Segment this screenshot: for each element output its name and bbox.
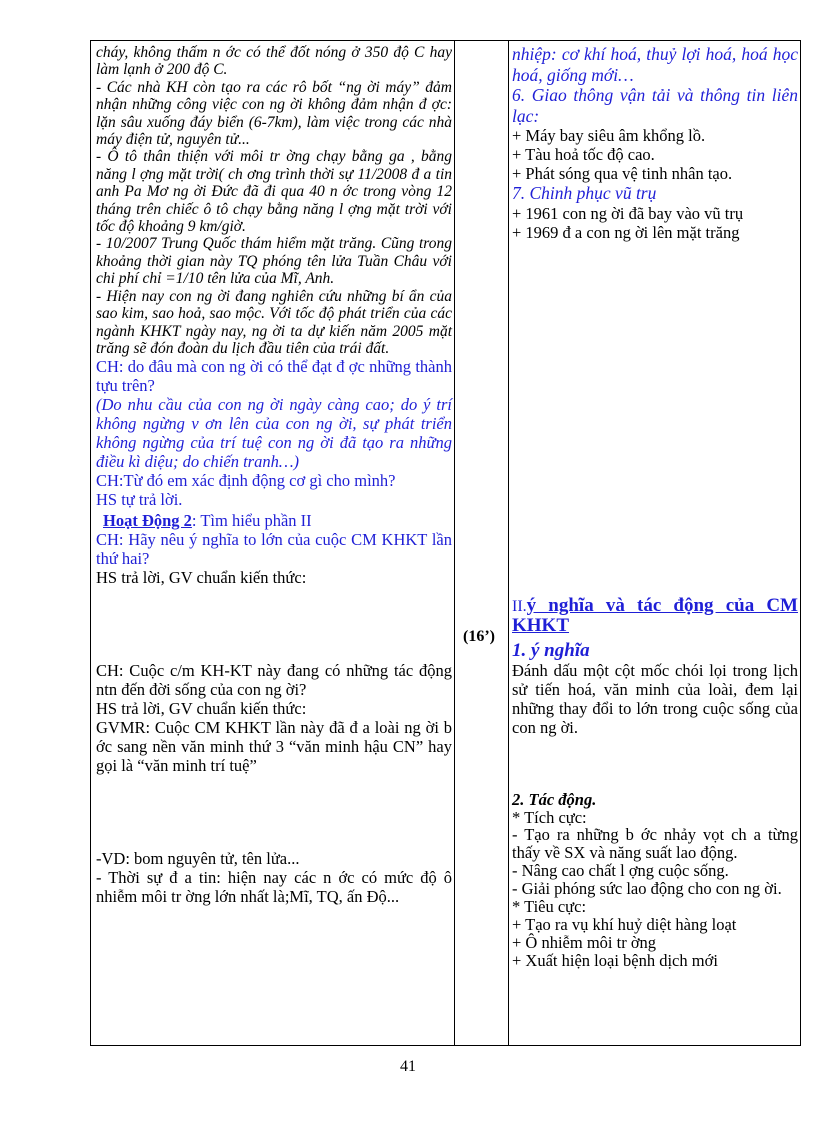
negative-label: * Tiêu cực:: [512, 896, 587, 916]
student-answer-2: HS trả lời, GV chuẩn kiến thức:: [96, 568, 307, 588]
example-text: -VD: bom nguyên tử, tên lửa...: [96, 849, 300, 869]
text-p1: cháy, không thấm n ớc có thể đốt nóng ở 350 độ C hay làm lạnh ở 200 độ C.: [96, 44, 452, 79]
column-divider-1: [454, 40, 455, 1046]
meaning-heading: 1. ý nghĩa: [512, 639, 590, 661]
student-answer-3: HS trả lời, GV chuẩn kiến thức:: [96, 699, 307, 719]
question-1: CH: do đâu mà con ng ời có thể đạt đ ợc những thành tựu trên?: [96, 357, 452, 396]
activity-2-label: Hoạt Động 2: [103, 511, 192, 531]
negative-item-1: + Tạo ra vụ khí huỷ diệt hàng loạt: [512, 914, 737, 934]
activity-2-heading: [96, 511, 452, 530]
text-p3: - Ô tô thân thiện với môi tr ờng chạy bằng ga , bằng năng l ợng mặt trời( ch ơng trình thời sự 11/2008 đ a tin anh Pa Mơ ng ời Đức đã đi qua 40 n ớc trong vòng 12 tháng trên chiếc ô tô chạy bằng năng l ợng mặt trời với tốc độ khoảng 9 km/giờ.: [96, 148, 452, 236]
agriculture-text: nhiệp: cơ khí hoá, thuỷ lợi hoá, hoá học hoá, giống mới…: [512, 44, 798, 85]
space-item-1: + 1961 con ng ời đã bay vào vũ trụ: [512, 203, 744, 223]
negative-item-2: + Ô nhiễm môi tr ờng: [512, 932, 657, 952]
column-divider-2: [508, 40, 509, 1046]
teacher-note: GVMR: Cuộc CM KHKT lần này đã đ a loài ng ời b ớc sang nền văn minh thứ 3 “văn minh hậu CN” hay gọi là “văn minh trí tuệ”: [96, 718, 452, 776]
positive-label: * Tích cực:: [512, 807, 587, 827]
section-2-title: ý nghĩa và tác động của CM KHKT: [512, 594, 798, 636]
positive-item-2: - Nâng cao chất l ợng cuộc sống.: [512, 860, 729, 880]
transport-item-2: + Tàu hoả tốc độ cao.: [512, 145, 655, 164]
text-p5: - Hiện nay con ng ời đang nghiên cứu những bí ẩn của sao kim, sao hoả, sao mộc. Với tốc độ phát triển của các ngành KHKT ngày nay, ng ời ta dự kiến năm 2005 mặt trăng sẽ đón đoàn du lịch đầu tiên của trái đất.: [96, 287, 452, 357]
content-column: [512, 44, 798, 970]
meaning-text: Đánh dấu một cột mốc chói lọi trong lịch sử tiến hoá, văn minh của loài, đem lại những thay đổi to lớn trong cuộc sống của con ng ời.: [512, 660, 798, 737]
question-3: CH: Hãy nêu ý nghĩa to lớn của cuộc CM KHKT lần thứ hai?: [96, 530, 452, 569]
page-number: 41: [400, 1058, 416, 1075]
question-2: CH:Từ đó em xác định động cơ gì cho mình?: [96, 471, 396, 491]
section-2-prefix: II.: [512, 597, 527, 615]
text-p2: - Các nhà KH còn tạo ra các rô bốt “ng ời máy” đảm nhận những công việc con ng ời không đảm nhận đ ợc: lặn sâu xuống đáy biển (6-7km), làm việc trong các nhà máy điện tử, nguyên tử...: [96, 78, 452, 149]
section-2-heading: [512, 596, 798, 636]
activity-2-desc: : Tìm hiểu phần II: [191, 511, 312, 531]
positive-item-1: - Tạo ra những b ớc nhảy vọt ch a từng thấy về SX và năng suất lao động.: [512, 824, 798, 862]
transport-item-3: + Phát sóng qua vệ tinh nhân tạo.: [512, 164, 733, 183]
answer-1: (Do nhu cầu của con ng ời ngày càng cao; do ý trí không ngừng v ơn lên của con ng ời, sự phát triển không ngừng của trí tuệ con ng ời đã tạo ra những điều kì diệu; do chiến tranh…): [96, 395, 452, 472]
space-heading: 7. Chinh phục vũ trụ: [512, 183, 657, 203]
positive-item-3: - Giải phóng sức lao động cho con ng ời.: [512, 878, 782, 898]
teacher-activity-column: [96, 44, 452, 906]
space-item-2: + 1969 đ a con ng ời lên mặt trăng: [512, 222, 740, 242]
student-answer-1: HS tự trả lời.: [96, 490, 183, 510]
negative-item-3: + Xuất hiện loại bệnh dịch mới: [512, 950, 718, 970]
impact-heading: 2. Tác động.: [512, 789, 597, 809]
transport-item-1: + Máy bay siêu âm khổng lồ.: [512, 126, 706, 145]
text-p4: - 10/2007 Trung Quốc thám hiểm mặt trăng. Cũng trong khoảng thời gian này TQ phóng tên lửa Tuần Châu với chi phí chỉ =1/10 tên lửa của Mĩ, Anh.: [96, 235, 452, 288]
question-4: CH: Cuộc c/m KH-KT này đang có những tác động ntn đến đời sống của con ng ời?: [96, 661, 452, 700]
time-label: (16’): [463, 628, 495, 645]
news-text: - Thời sự đ a tin: hiện nay các n ớc có mức độ ô nhiễm môi tr ờng lớn nhất là;Mĩ, TQ, ấn Độ...: [96, 868, 452, 907]
transport-heading: 6. Giao thông vận tải và thông tin liên lạc:: [512, 85, 798, 126]
